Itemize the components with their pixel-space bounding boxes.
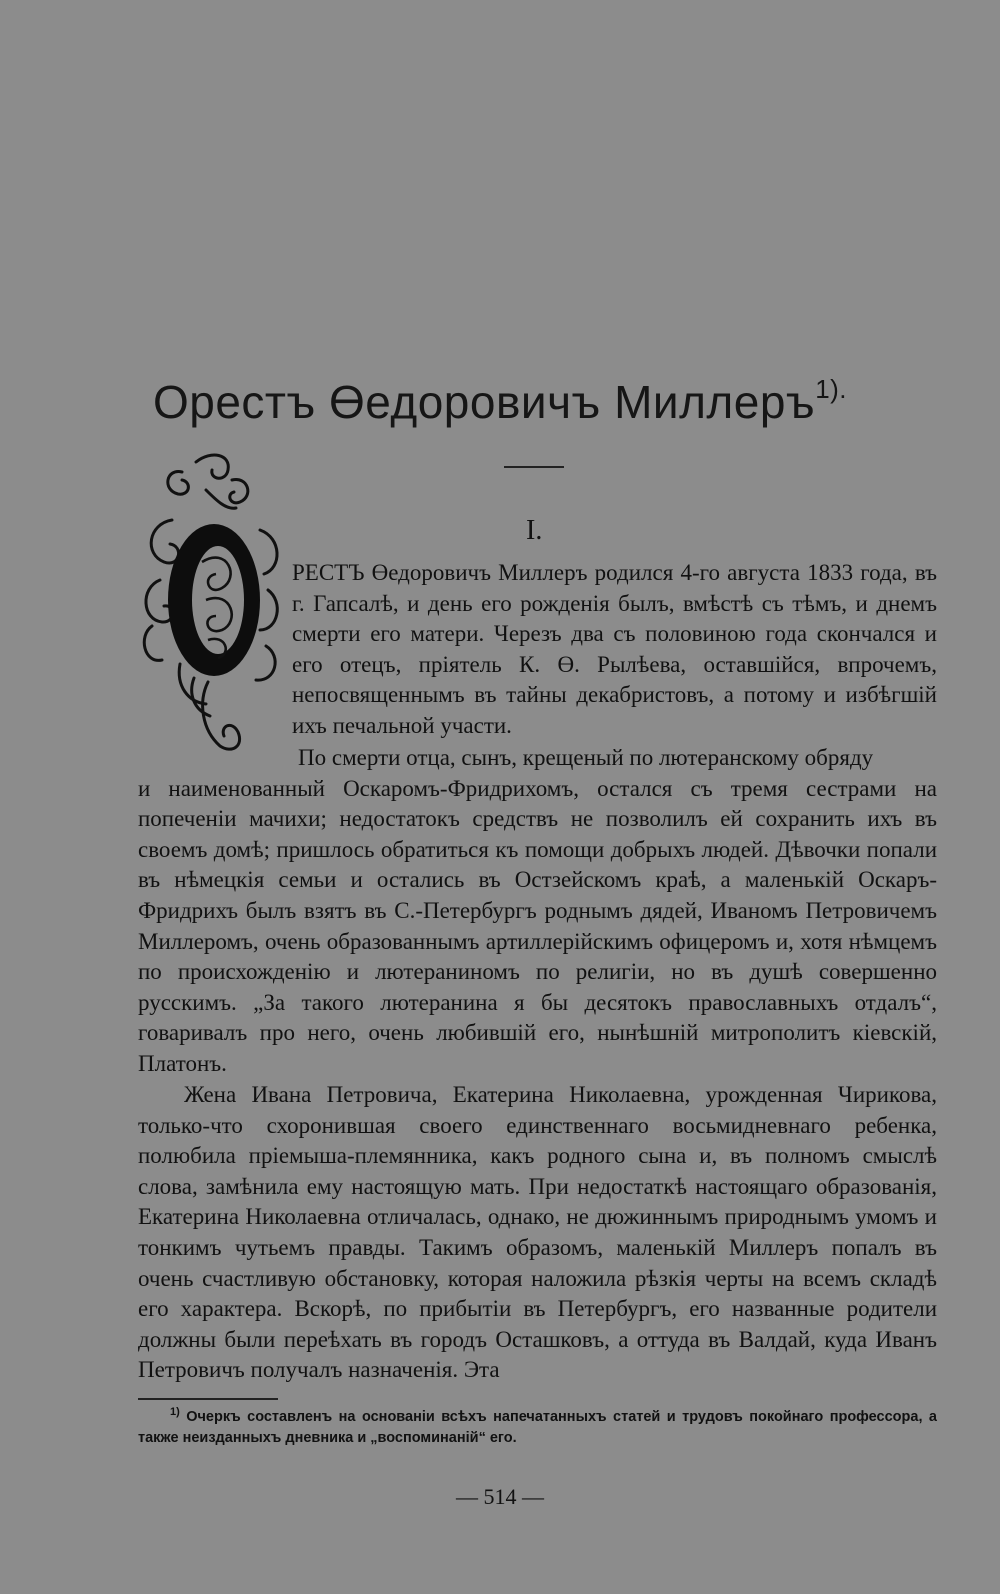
paragraph-1-rest-text: и наименованный Оскаромъ-Фридрихомъ, остался съ тремя сестрами на попеченіи мачихи; недостатокъ средствъ не позволилъ ей сохранить ихъ въ своемъ домѣ; пришлось обратиться къ помощи добрыхъ людей. Дѣвочки попали въ нѣмецкія семьи и остались въ Остзейскомъ краѣ, а маленькій Оскаръ-Фридрихъ былъ взятъ въ С.-Петербургъ роднымъ дядей, Иваномъ Петровичемъ Миллеромъ, очень образованнымъ артиллерійскимъ офицеромъ и, хотя нѣмцемъ по происхожденію и лютераниномъ по религіи, но въ душѣ совершенно русскимъ. „За такого лютеранина я бы десятокъ православныхъ отдалъ“, говаривалъ про него, очень любившій его, нынѣшній митрополитъ кіевскій, Платонъ. bbox=[138, 775, 937, 1076]
drop-cap-letter: О bbox=[136, 450, 137, 451]
title-text: Орестъ Өедоровичъ Миллеръ bbox=[152, 376, 816, 428]
footnote-text: Очеркъ составленъ на основаніи всѣхъ напечатанныхъ статей и трудовъ покойнаго профессора, а также неизданныхъ дневника и „воспоминаній“ его. bbox=[138, 1408, 937, 1446]
footnote bbox=[138, 1402, 937, 1449]
section-number: I. bbox=[526, 515, 543, 546]
paragraph-1-continuation bbox=[138, 743, 937, 1080]
footnote-mark: 1) bbox=[170, 1406, 180, 1418]
paragraph-2: Жена Ивана Петровича, Екатерина Николаевна, урожденная Чирикова, только-что схоронившая своего единственнаго восьмидневнаго ребенка, полюбила пріемыша-племянника, какъ родного сына и, въ полномъ смыслѣ слова, замѣнила ему настоящую мать. При недостаткѣ настоящаго образованія, Екатерина Николаевна отличалась, однако, не дюжиннымъ природнымъ умомъ и тонкимъ чутьемъ правды. Такимъ образомъ, маленькій Миллеръ попалъ въ очень счастливую обстановку, которая наложила рѣзкія черты на всемъ складѣ его характера. Вскорѣ, по прибытіи въ Петербургъ, его названные родители должны были переѣхать въ городъ Осташковъ, а оттуда въ Валдай, куда Иванъ Петровичъ получалъ назначенія. Эта bbox=[138, 1082, 937, 1383]
ornamental-drop-cap bbox=[136, 450, 286, 755]
page-number: — 514 — bbox=[456, 1484, 544, 1509]
page-title bbox=[0, 375, 1000, 429]
paragraph-1-lead-line: По смерти отца, сынъ, крещеный по лютеранскому обряду bbox=[298, 745, 874, 770]
paragraph-1-opening: РЕСТЪ Өедоровичъ Миллеръ родился 4-го августа 1833 года, въ г. Гапсалѣ, и день его рожденія былъ, вмѣстѣ съ тѣмъ, и днемъ смерти его матери. Черезъ два съ половиною года скончался и его отецъ, пріятель К. Ө. Рылѣева, оставшійся, впрочемъ, непосвященнымъ въ тайны декабристовъ, а потому и избѣгшій ихъ печальной участи. bbox=[292, 560, 937, 738]
title-footnote-mark: 1). bbox=[815, 373, 848, 404]
title-divider bbox=[504, 466, 564, 468]
footnote-divider bbox=[138, 1398, 278, 1400]
